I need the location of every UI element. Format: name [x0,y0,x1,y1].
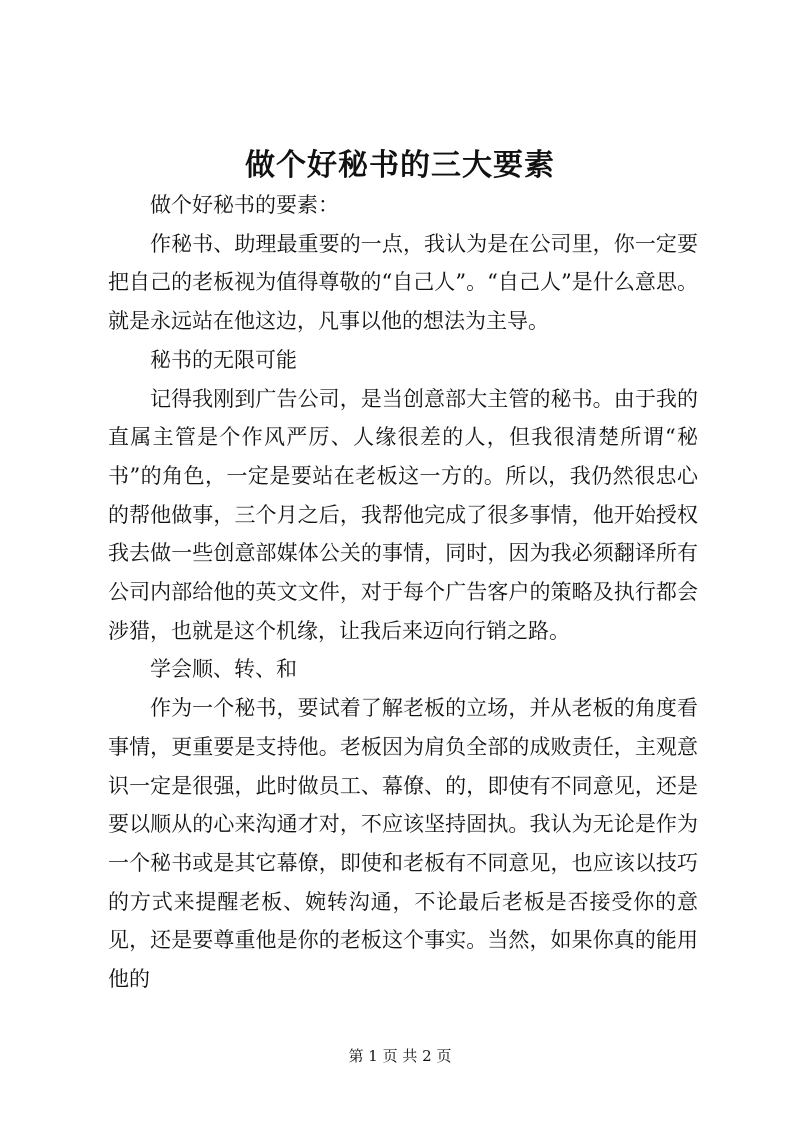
paragraph-ad-company: 记得我刚到广告公司，是当创意部大主管的秘书。由于我的直属主管是个作风严厉、人缘很差的人，但我很清楚所谓“秘书”的角色，一定是要站在老板这一方的。所以，我仍然很忠心的帮他做事，三个月之后，我帮他完成了很多事情，他开始授权我去做一些创意部媒体公关的事情，同时，因为我必须翻译所有公司内部给他的英文文件，对于每个广告客户的策略及执行都会涉猎，也就是这个机缘，让我后来迈向行销之路。 [108,386,698,643]
paragraph-support-boss: 作为一个秘书，要试着了解老板的立场，并从老板的角度看事情，更重要是支持他。老板因为肩负全部的成败责任，主观意识一定是很强，此时做员工、幕僚、的，即使有不同意见，还是要以顺从的心来沟通才对，不应该坚持固执。我认为无论是作为一个秘书或是其它幕僚，即使和老板有不同意见，也应该以技巧的方式来提醒老板、婉转沟通，不论最后老板是否接受你的意见，还是要尊重他是你的老板这个事实。当然，如果你真的能用他的 [108,696,698,992]
section-heading-shun-zhuan-he: 学会顺、转、和 [150,657,297,682]
document-body [108,186,698,999]
page-number-footer: 第 1 页 共 2 页 [348,1047,452,1065]
paragraph-self-people: 作秘书、助理最重要的一点，我认为是在公司里，你一定要把自己的老板视为值得尊敬的“自己人”。“自己人”是什么意思。就是永远站在他这边，凡事以他的想法为主导。 [108,231,698,334]
document-title: 做个好秘书的三大要素 [245,148,555,183]
section-heading-possibilities: 秘书的无限可能 [150,347,297,372]
paragraph-intro: 做个好秘书的要素： [150,193,339,217]
